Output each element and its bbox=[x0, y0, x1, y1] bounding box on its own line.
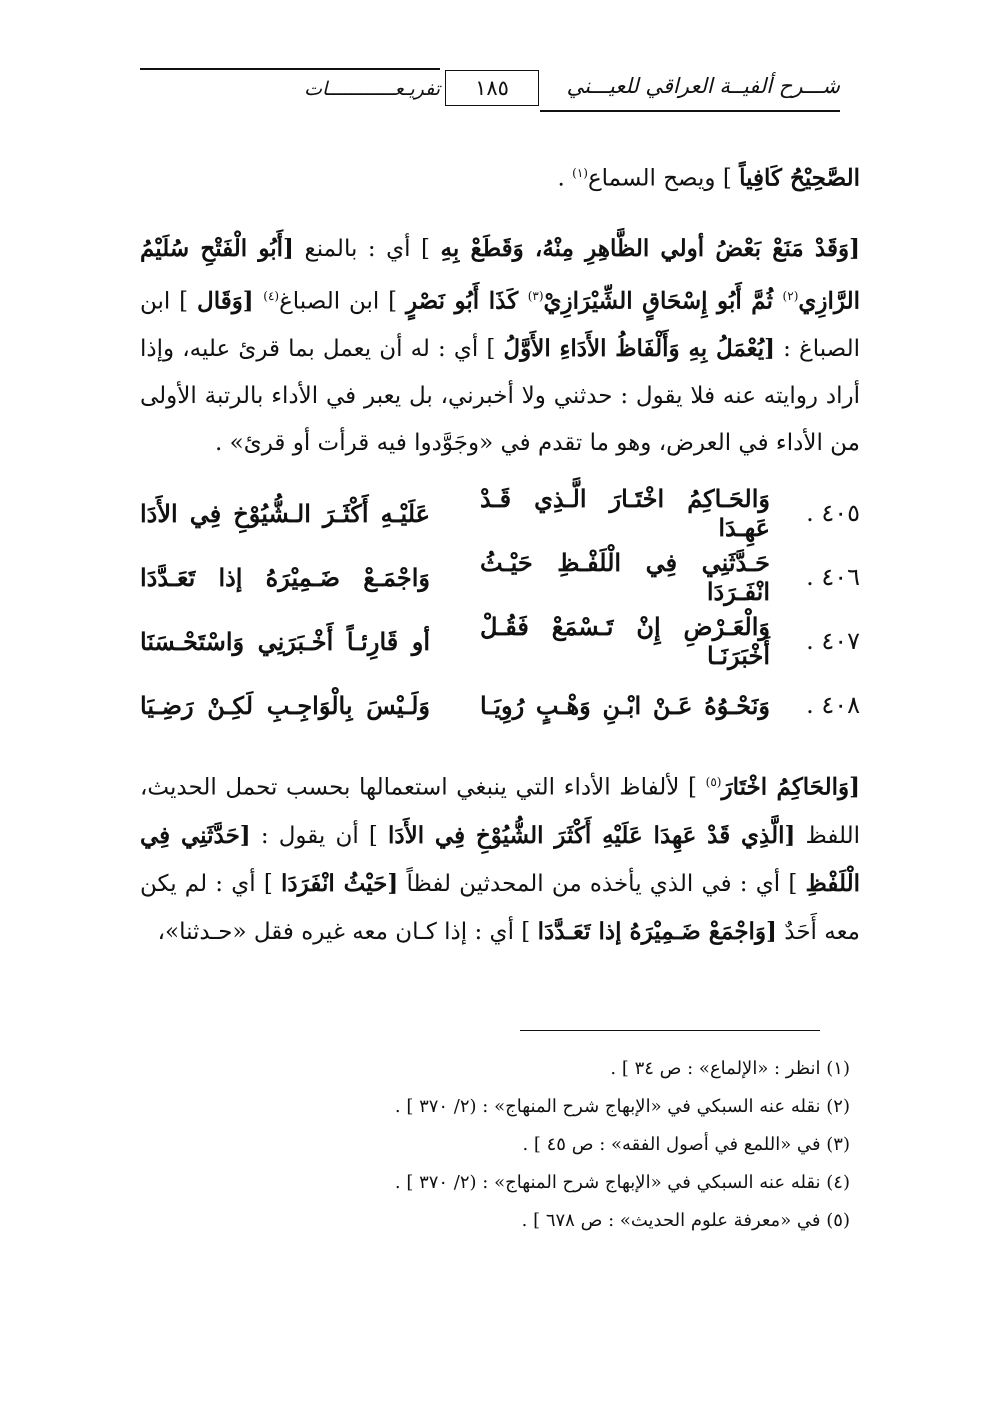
commentary: ] أي : لم يكن معه أَحَدٌ bbox=[140, 870, 860, 945]
verse-second-hemistich: عَلَيْـهِ أَكْثَـرَ الـشُّيُوْخِ فِي الأَدَا bbox=[140, 498, 430, 528]
quote: [حَيْثُ انْفَرَدَا bbox=[281, 869, 399, 897]
verse-block bbox=[140, 481, 860, 737]
verse-number: ٤٠٨ . bbox=[806, 691, 860, 720]
footnote-ref: (٣) bbox=[527, 288, 544, 303]
commentary: ] أي : بالمنع bbox=[293, 235, 441, 262]
footnote-ref: (٤) bbox=[263, 288, 280, 303]
quote: [أَبُو الْفَتْحِ سُلَيْمُ الرَّازِي bbox=[140, 234, 860, 315]
quote: [وَقَدْ مَنَعْ بَعْضُ أولي الظَّاهِرِ مِنْهُ، وَقَطَعْ بِهِ bbox=[440, 234, 860, 262]
main-text bbox=[140, 150, 860, 956]
commentary: ] لألفاظ الأداء التي ينبغي استعمالها بحسب تحمل الحديث، اللفظ bbox=[140, 774, 861, 849]
quote: [يُعْمَلُ بِهِ وَأَلْفَاظُ الأَدَاءِ الأَوَّلُ bbox=[503, 335, 776, 363]
page-number: ١٨٥ bbox=[445, 70, 539, 106]
footnote: (٣) في «اللمع في أصول الفقه» : ص ٤٥ ] . bbox=[522, 1134, 850, 1155]
verse-second-hemistich: وَاجْمَـعْ ضَـمِيْرَهُ إذا تَعَـدَّدَا bbox=[140, 562, 430, 592]
header-rule-top bbox=[140, 68, 440, 70]
header-rule-bottom bbox=[540, 110, 840, 112]
quote: كَذَا أَبُو نَصْرٍ bbox=[405, 287, 528, 315]
quote: [حَدَّثَنِي فِي الْلَفْظِ bbox=[140, 821, 860, 897]
commentary: ] ويصح السماع bbox=[587, 165, 740, 192]
verse-line bbox=[140, 545, 860, 609]
commentary: ] أي : له أن يعمل بما قرئ عليه، وإذا أراد روايته عنه فلا يقول : حدثني ولا أخبرني، بل يعبر في الأداء بالرتبة الأولى من الأداء في العرض، وهو ما تقدم في «وجَوَّدوا فيه قرأت أو قرئ» . bbox=[140, 336, 860, 457]
commentary: ] ابن الصباغ : bbox=[140, 288, 861, 363]
verse-second-hemistich: وَلَـيْسَ بِالْوَاجِـبِ لَكِـنْ رَضِـيَا bbox=[140, 690, 430, 720]
footnotes bbox=[140, 1050, 860, 1240]
footnote-ref: (٥) bbox=[705, 775, 722, 790]
footnote-ref: (٢) bbox=[782, 288, 799, 303]
section-title: تفريـعــــــــــــات bbox=[304, 78, 440, 100]
book-title: شـــرح ألفيــة العراقي للعيـــني bbox=[566, 74, 840, 98]
footnote: (٤) نقله عنه السبكي في «الإبهاج شرح المنهاج» : (٢/ ٣٧٠ ] . bbox=[394, 1172, 850, 1193]
commentary: ] أي : في الذي يأخذه من المحدثين لفظاً bbox=[398, 870, 806, 897]
verse-first-hemistich: حَـدَّثَنِي فِي الْلَفْـظِ حَيْـثُ انْفَـرَدَا bbox=[480, 548, 770, 607]
verse-first-hemistich: وَالحَـاكِمُ اخْتَـارَ الَّـذِي قَـدْ عَهِـدَا bbox=[480, 484, 770, 543]
verse-second-hemistich: أو قَارِئـاً أَخْـبَرَنِي وَاسْتَحْـسَنَا bbox=[140, 626, 430, 656]
footnote: (٢) نقله عنه السبكي في «الإبهاج شرح المنهاج» : (٢/ ٣٧٠ ] . bbox=[394, 1096, 850, 1117]
verse-line bbox=[140, 481, 860, 545]
quote: [وَالحَاكِمُ اخْتَارَ bbox=[721, 773, 861, 801]
page-header bbox=[140, 68, 840, 114]
footnote-ref: (١) bbox=[572, 166, 588, 180]
verse-line bbox=[140, 609, 860, 673]
commentary: ] أن يقول : bbox=[250, 822, 388, 849]
verse-line bbox=[140, 673, 860, 737]
footnote: (٥) في «معرفة علوم الحديث» : ص ٦٧٨ ] . bbox=[521, 1210, 850, 1231]
commentary: ] ابن الصباغ bbox=[279, 288, 406, 315]
verse-number: ٤٠٦ . bbox=[806, 563, 860, 592]
verse-number: ٤٠٥ . bbox=[806, 499, 860, 528]
paragraph-2 bbox=[140, 225, 860, 468]
verse-first-hemistich: وَنَحْـوُهُ عَـنْ ابْـنِ وَهْـبٍ رُوِيَـا bbox=[480, 690, 770, 720]
commentary: . bbox=[557, 165, 573, 192]
quote: [الَّذِي قَدْ عَهِدَا عَلَيْهِ أَكْثَرَ الشُّيُوْخِ فِي الأَدَا bbox=[387, 821, 796, 849]
footnote-separator bbox=[520, 1030, 820, 1031]
verse-number: ٤٠٧ . bbox=[806, 627, 860, 656]
quote: [وَقَال bbox=[196, 287, 264, 315]
commentary: ] أي : إذا كـان معه غيره فقل «حـدثنا»، bbox=[157, 918, 538, 945]
paragraph-3 bbox=[140, 759, 860, 956]
quote: [وَاجْمَعْ ضَـمِيْرَهُ إذا تَعَـدَّدَا bbox=[537, 917, 777, 945]
footnote: (١) انظر : «الإلماع» : ص ٣٤ ] . bbox=[610, 1058, 850, 1079]
paragraph-1 bbox=[140, 150, 860, 203]
verse-first-hemistich: وَالْعَـرْضِ إِنْ تَـسْمَعْ فَقُـلْ أَخْبَرَنَـا bbox=[480, 612, 770, 671]
quote: ثُمَّ أَبُو إِسْحَاقٍ الشِّيْرَازِيْ bbox=[543, 287, 783, 315]
quote: الصَّحِيْحُ كَافِياً bbox=[739, 164, 860, 192]
